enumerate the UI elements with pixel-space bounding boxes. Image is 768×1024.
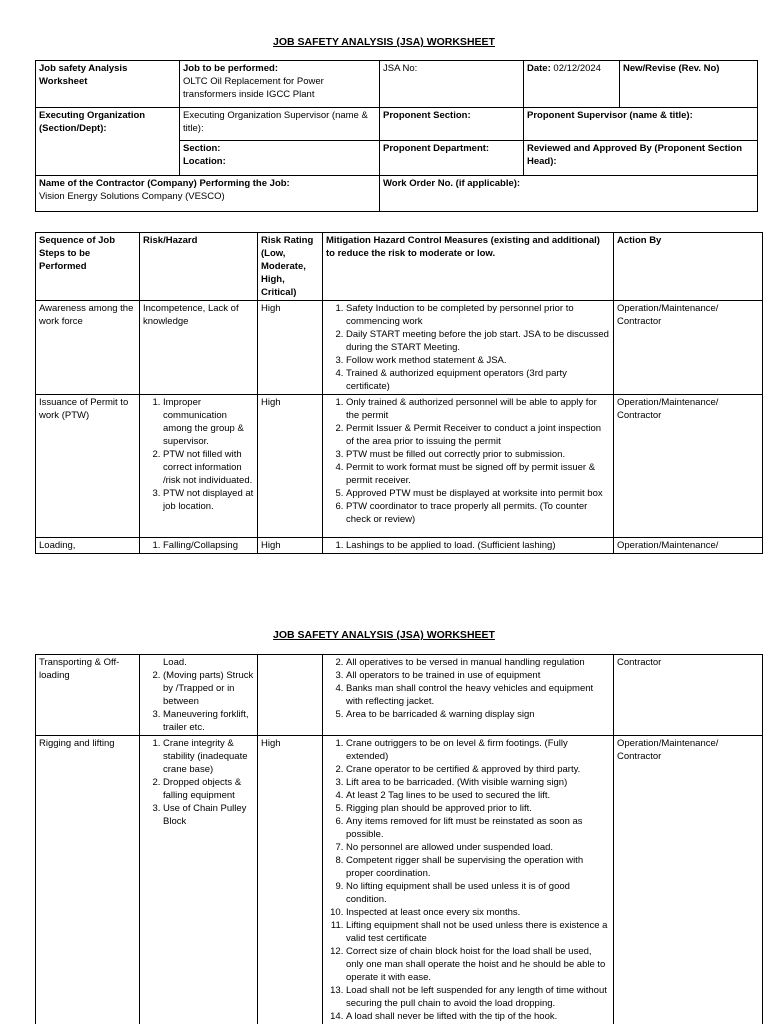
col-header-rating: Risk Rating (Low, Moderate, High, Critical): [258, 233, 323, 301]
hazard-table-page2: [35, 654, 763, 1024]
table-row: [36, 538, 763, 554]
page-title: JOB SAFETY ANALYSIS (JSA) WORKSHEET: [273, 629, 495, 641]
list-item: 8. Competent rigger shall be supervising the operation with proper coordination.: [346, 854, 610, 880]
mitigation-cell: [323, 655, 614, 736]
prop-dept-label: Proponent Department:: [383, 143, 490, 154]
work-order-label: Work Order No. (if applicable):: [383, 178, 521, 189]
col-header-mitigation: Mitigation Hazard Control Measures (existing and additional) to reduce the risk to moderate or low.: [323, 233, 614, 301]
list-item: 2. Crane operator to be certified & approved by third party.: [346, 763, 610, 776]
risk-cell: [140, 736, 258, 1024]
contractor-value: Vision Energy Solutions Company (VESCO): [39, 191, 225, 202]
contractor-cell: [36, 176, 380, 212]
table-row: [36, 395, 763, 538]
step-cell: Loading,: [36, 538, 140, 554]
jsa-no-label: JSA No:: [383, 63, 418, 74]
prop-section-cell: [380, 108, 524, 141]
list-item: 1. Improper communication among the group & supervisor.: [163, 396, 254, 448]
list-item: 2. Dropped objects & falling equipment: [163, 776, 254, 802]
risk-list: [143, 669, 254, 734]
risk-cell: Incompetence, Lack of knowledge: [140, 301, 258, 395]
mitigation-list: [326, 396, 610, 526]
step-cell: Transporting & Off-loading: [36, 655, 140, 736]
list-item: 3. All operators to be trained in use of equipment: [346, 669, 610, 682]
risk-list: [143, 737, 254, 828]
list-item: 11. Lifting equipment shall not be used unless there is existence a valid test certificate: [346, 919, 610, 945]
work-order-cell: [380, 176, 758, 212]
rating-cell: High: [258, 301, 323, 395]
jsa-worksheet-cell: [36, 61, 180, 108]
list-item: 4. At least 2 Tag lines to be used to secured the lift.: [346, 789, 610, 802]
list-item: 2. Permit Issuer & Permit Receiver to conduct a joint inspection of the area prior to issuing the permit: [346, 422, 610, 448]
list-item: 5. Approved PTW must be displayed at worksite into permit box: [346, 487, 610, 500]
list-item: 12. Correct size of chain block hoist for the load shall be used, only one man shall operate the hoist and he should be able to operate it with ease.: [346, 945, 610, 984]
step-cell: Rigging and lifting: [36, 736, 140, 1024]
list-item: 3. PTW must be filled out correctly prior to submission.: [346, 448, 610, 461]
prop-sup-cell: [524, 108, 758, 141]
rating-cell: High: [258, 736, 323, 1024]
date-value: 02/12/2024: [553, 63, 601, 74]
rating-cell: High: [258, 395, 323, 538]
list-item: 9. No lifting equipment shall be used unless it is of good condition.: [346, 880, 610, 906]
exec-sup-cell: [180, 108, 380, 141]
mitigation-cell: [323, 395, 614, 538]
exec-org-label: Executing Organization (Section/Dept):: [39, 110, 146, 134]
list-item: 1. Crane outriggers to be on level & firm footings. (Fully extended): [346, 737, 610, 763]
rev-cell: [620, 61, 758, 108]
list-item: 6. Any items removed for lift must be reinstated as soon as possible.: [346, 815, 610, 841]
list-item: 7. No personnel are allowed under suspended load.: [346, 841, 610, 854]
mitigation-cell: [323, 736, 614, 1024]
jsa-worksheet-label: Job safety Analysis Worksheet: [39, 63, 128, 87]
list-item: 3. Lift area to be barricaded. (With visible warning sign): [346, 776, 610, 789]
list-item: 3. PTW not displayed at job location.: [163, 487, 254, 513]
risk-list: [143, 396, 254, 513]
list-item: 10. Inspected at least once every six months.: [346, 906, 610, 919]
mitigation-cell: [323, 301, 614, 395]
table-row: [36, 655, 763, 736]
col-header-risk: Risk/Hazard: [140, 233, 258, 301]
table-row: [36, 736, 763, 1024]
col-header-action: Action By: [614, 233, 763, 301]
prop-section-label: Proponent Section:: [383, 110, 471, 121]
risk-list: [143, 539, 254, 552]
risk-cell: [140, 395, 258, 538]
mitigation-list: [326, 656, 610, 721]
exec-org-cell: [36, 108, 180, 176]
list-item: 4. Trained & authorized equipment operators (3rd party certificate): [346, 367, 610, 393]
list-item: 13. Load shall not be left suspended for any length of time without securing the pull chain to avoid the load dropping.: [346, 984, 610, 1010]
list-item: 4. Banks man shall control the heavy vehicles and equipment with reflecting jacket.: [346, 682, 610, 708]
page2-clip: [35, 654, 765, 1024]
location-label: Location:: [183, 156, 226, 167]
reviewed-cell: [524, 141, 758, 176]
action-cell: Contractor: [614, 655, 763, 736]
list-item: 2. (Moving parts) Struck by /Trapped or in between: [163, 669, 254, 708]
list-item: 2. PTW not filled with correct information /risk not individuated.: [163, 448, 254, 487]
list-item: 3. Maneuvering forklift, trailer etc.: [163, 708, 254, 734]
rating-cell: High: [258, 538, 323, 554]
mitigation-list: [326, 737, 610, 1023]
jsa-no-cell: [380, 61, 524, 108]
action-cell: Operation/Maintenance/ Contractor: [614, 395, 763, 538]
list-item: 1. Safety Induction to be completed by personnel prior to commencing work: [346, 302, 610, 328]
risk-cell: [140, 538, 258, 554]
list-item: 1. Lashings to be applied to load. (Sufficient lashing): [346, 539, 610, 552]
mitigation-cell: [323, 538, 614, 554]
col-header-sequence: Sequence of Job Steps to be Performed: [36, 233, 140, 301]
list-item: 5. Area to be barricaded & warning display sign: [346, 708, 610, 721]
step-cell: Issuance of Permit to work (PTW): [36, 395, 140, 538]
reviewed-label: Reviewed and Approved By (Proponent Section Head):: [527, 143, 743, 167]
risk-cell: [140, 655, 258, 736]
exec-sup-label: Executing Organization Supervisor (name & title):: [183, 110, 368, 134]
risk-continuation: Load.: [163, 657, 187, 668]
list-item: 3. Use of Chain Pulley Block: [163, 802, 254, 828]
prop-dept-cell: [380, 141, 524, 176]
list-item: 14. A load shall never be lifted with the tip of the hook.: [346, 1010, 610, 1023]
job-value: OLTC Oil Replacement for Power transformers inside IGCC Plant: [183, 76, 324, 100]
jsa-header-table: [35, 60, 758, 212]
table-row: [36, 301, 763, 395]
list-item: 3. Follow work method statement & JSA.: [346, 354, 610, 367]
list-item: 1. Only trained & authorized personnel will be able to apply for the permit: [346, 396, 610, 422]
list-item: 2. All operatives to be versed in manual handling regulation: [346, 656, 610, 669]
hazard-table-page1: [35, 232, 763, 554]
list-item: 5. Rigging plan should be approved prior to lift.: [346, 802, 610, 815]
section-location-cell: [180, 141, 380, 176]
list-item: 1. Crane integrity & stability (inadequate crane base): [163, 737, 254, 776]
job-cell: [180, 61, 380, 108]
page-title: JOB SAFETY ANALYSIS (JSA) WORKSHEET: [273, 36, 495, 48]
list-item: 6. PTW coordinator to trace properly all permits. (To counter check or review): [346, 500, 610, 526]
step-cell: Awareness among the work force: [36, 301, 140, 395]
action-cell: Operation/Maintenance/: [614, 538, 763, 554]
rev-label: New/Revise (Rev. No): [623, 63, 720, 74]
job-label: Job to be performed:: [183, 63, 279, 74]
mitigation-list: [326, 539, 610, 552]
list-item: 4. Permit to work format must be signed off by permit issuer & permit receiver.: [346, 461, 610, 487]
action-cell: Operation/Maintenance/ Contractor: [614, 736, 763, 1024]
section-label: Section:: [183, 143, 221, 154]
date-cell: [524, 61, 620, 108]
mitigation-list: [326, 302, 610, 393]
list-item: 2. Daily START meeting before the job start. JSA to be discussed during the START Meeting.: [346, 328, 610, 354]
contractor-label: Name of the Contractor (Company) Performing the Job:: [39, 178, 290, 189]
prop-sup-label: Proponent Supervisor (name & title):: [527, 110, 693, 121]
rating-cell: [258, 655, 323, 736]
date-label: Date:: [527, 63, 551, 74]
list-item: 1. Falling/Collapsing: [163, 539, 254, 552]
action-cell: Operation/Maintenance/ Contractor: [614, 301, 763, 395]
